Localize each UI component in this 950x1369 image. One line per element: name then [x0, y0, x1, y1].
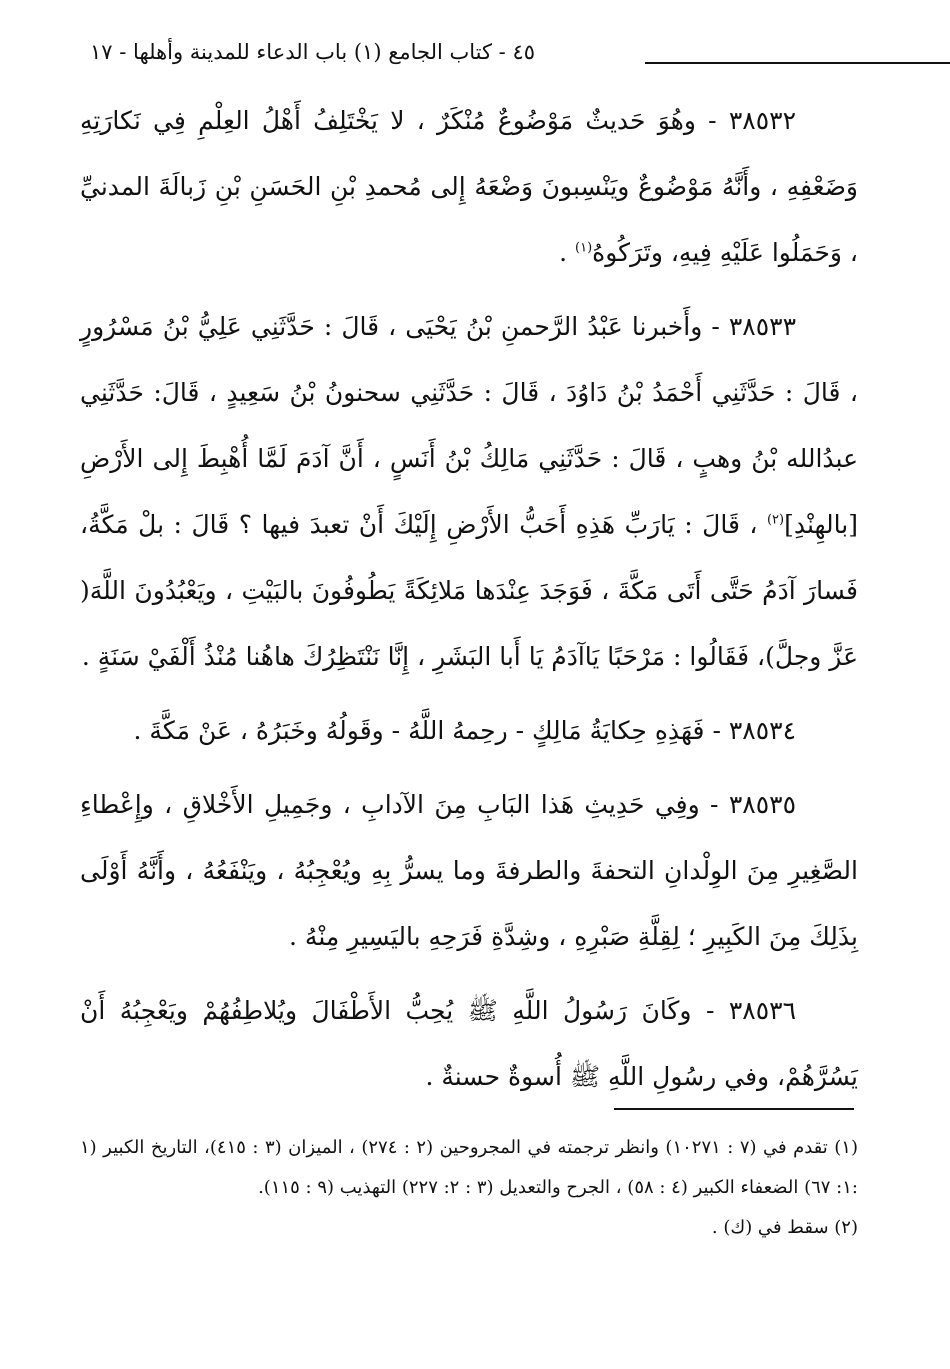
- paragraph-text: ٣٨٥٣٦ - وكَانَ رَسُولُ اللَّهِ ﷺ يُحِبُّ الأَطْفَالَ ويُلاطِفُهُمْ ويَعْجِبُهُ أَنْ يَسُرَّهُمْ، وفي رسُولِ اللَّهِ ﷺ أُسوةٌ حسنةٌ .: [80, 996, 858, 1091]
- running-header: [85, 38, 865, 72]
- paragraph-38533: [80, 294, 858, 690]
- header-rule: [645, 62, 950, 64]
- footnote-ref-1: (١): [575, 240, 593, 256]
- paragraph-text-continued: ، قَالَ : يَارَبِّ هَذِهِ أَحَبُّ الأَرْضِ إِلَيْكَ أَنْ تعبدَ فيها ؟ قَالَ : بلْ مَكَّةُ، فَسارَ آدَمُ حَتَّى أَتَى مَكَّةَ ، فَوَجَدَ عِنْدَها مَلائِكَةً يَطُوفُونَ بالبَيْتِ ، ويَعْبُدُونَ اللَّهَ( عَزَّ وجلَّ)، فَقَالُوا : مَرْحَبًا يَاآدَمُ يَا أَبا البَشَرِ ، إِنَّا نَنْتَظِرُكَ هاهُنا مُنْذُ أَلْفَيْ سَنَةٍ .: [80, 510, 858, 671]
- footnote-rule: [614, 1108, 854, 1110]
- paragraph-text: ٣٨٥٣٣ - وأَخبرنا عَبْدُ الرَّحمنِ بْنُ يَحْيَى ، قَالَ : حَدَّثَنِي عَلِيُّ بْنُ مَسْرُورٍ ، قَالَ : حَدَّثَنِي أَحْمَدُ بْنُ دَاوُدَ ، قَالَ : حَدَّثَنِي سحنونُ بْنُ سَعِيدٍ ، قَالَ: حَدَّثَنِي عبدُالله بْنُ وهبٍ ، قَالَ : حَدَّثَنِي مَالِكُ بْنُ أَنَسٍ ، أَنَّ آدَمَ لَمَّا أُهْبِطَ إِلى الأَرْضِ [بالهِنْدِ]: [80, 312, 858, 539]
- paragraph-38532: [80, 88, 858, 286]
- paragraph-38535: [80, 772, 858, 970]
- paragraph-text: ٣٨٥٣٢ - وهُوَ حَديثٌ مَوْضُوعٌ مُنْكَرٌ ، لا يَخْتَلِفُ أَهْلُ العِلْمِ فِي نَكارَتِهِ وَضَعْفِهِ ، وأَنَّهُ مَوْضُوعٌ ويَنْسِبونَ وَضْعَهُ إِلى مُحمدِ بْنِ الحَسَنِ بْنِ زَبالَةَ المدنيِّ ، وَحَمَلُوا عَلَيْهِ فِيهِ، وتَرَكُوهُ: [80, 106, 858, 267]
- footnote-ref-2: (٢): [766, 512, 785, 528]
- footnote-1: (١) تقدم في (٧ : ١٠٢٧١) وانظر ترجمته في المجروحين (٢ : ٢٧٤) ، الميزان (٣ : ٤١٥)، التاريخ الكبير (١ :١: ٦٧) الضعفاء الكبير (٤ : ٥٨) ، الجرح والتعديل (٣ : ٢: ٢٢٧) التهذيب (٩ : ١١٥).: [80, 1137, 858, 1198]
- paragraph-text: ٣٨٥٣٤ - فَهَذِهِ حِكايَةُ مَالِكٍ - رحِمهُ اللَّهُ - وقَولُهُ وخَبَرُهُ ، عَنْ مَكَّةَ .: [133, 716, 796, 745]
- main-text: [80, 88, 858, 1110]
- paragraph-text: ٣٨٥٣٥ - وفِي حَدِيثِ هَذا البَابِ مِنَ الآدابِ ، وجَمِيلِ الأَخْلاقِ ، وإِعْطاءِ الصَّغِيرِ مِنَ الوِلْدانِ التحفةَ والطرفةَ وما يسرُّ بِهِ ويُعْجِبُهُ ، ويَنْفَعُهُ ، وأَنَّهُ أَوْلَى بِذَلِكَ مِنَ الكَبِيرِ ؛ لِقِلَّةِ صَبْرِهِ ، وشِدَّةِ فَرَحِهِ باليَسِيرِ مِنْهُ .: [80, 790, 858, 951]
- footnote-2: (٢) سقط في (ك) .: [711, 1217, 858, 1238]
- footnotes: [80, 1128, 858, 1248]
- running-header-title: ٤٥ - كتاب الجامع (١) باب الدعاء للمدينة وأهلها - ١٧: [90, 40, 535, 64]
- paragraph-38534: [80, 698, 858, 764]
- paragraph-38536: [80, 978, 858, 1110]
- paragraph-end: .: [559, 238, 576, 267]
